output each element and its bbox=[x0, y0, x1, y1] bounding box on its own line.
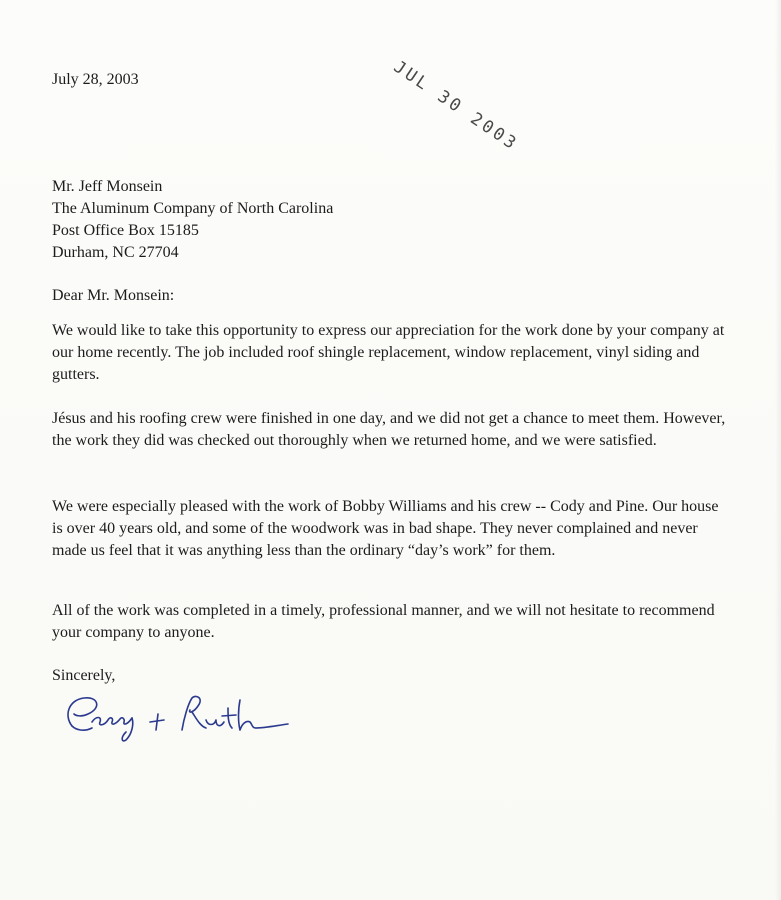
body-paragraph-2: Jésus and his roofing crew were finished in one day, and we did not get a chance to meet them. However, the work they did was checked out thoroughly when we returned home, and we were satisfied. bbox=[52, 410, 726, 449]
closing: Sincerely, bbox=[52, 667, 116, 684]
body-paragraph-1: We would like to take this opportunity to express our appreciation for the work done by your company at our home recently. The job included roof shingle replacement, window replacement, vinyl siding and gutters. bbox=[52, 322, 725, 383]
recipient-name: Mr. Jeff Monsein bbox=[52, 178, 163, 195]
handwritten-signature bbox=[58, 686, 298, 746]
body-paragraph-4: All of the work was completed in a timely, professional manner, and we will not hesitate to recommend your company to anyone. bbox=[52, 602, 715, 641]
salutation: Dear Mr. Monsein: bbox=[52, 287, 175, 304]
received-date-stamp: JUL 30 2003 bbox=[389, 57, 522, 155]
letter-date: July 28, 2003 bbox=[52, 71, 139, 88]
scan-edge-shadow bbox=[775, 0, 781, 900]
recipient-city-state-zip: Durham, NC 27704 bbox=[52, 244, 179, 261]
recipient-company: The Aluminum Company of North Carolina bbox=[52, 200, 334, 217]
body-paragraph-3: We were especially pleased with the work of Bobby Williams and his crew -- Cody and Pine. Our house is over 40 years old, and some of the woodwork was in bad shape. They never complained and never made us feel that it was anything less than the ordinary “day’s work” for them. bbox=[52, 498, 719, 559]
recipient-address-block bbox=[52, 176, 333, 264]
recipient-po-box: Post Office Box 15185 bbox=[52, 222, 199, 239]
